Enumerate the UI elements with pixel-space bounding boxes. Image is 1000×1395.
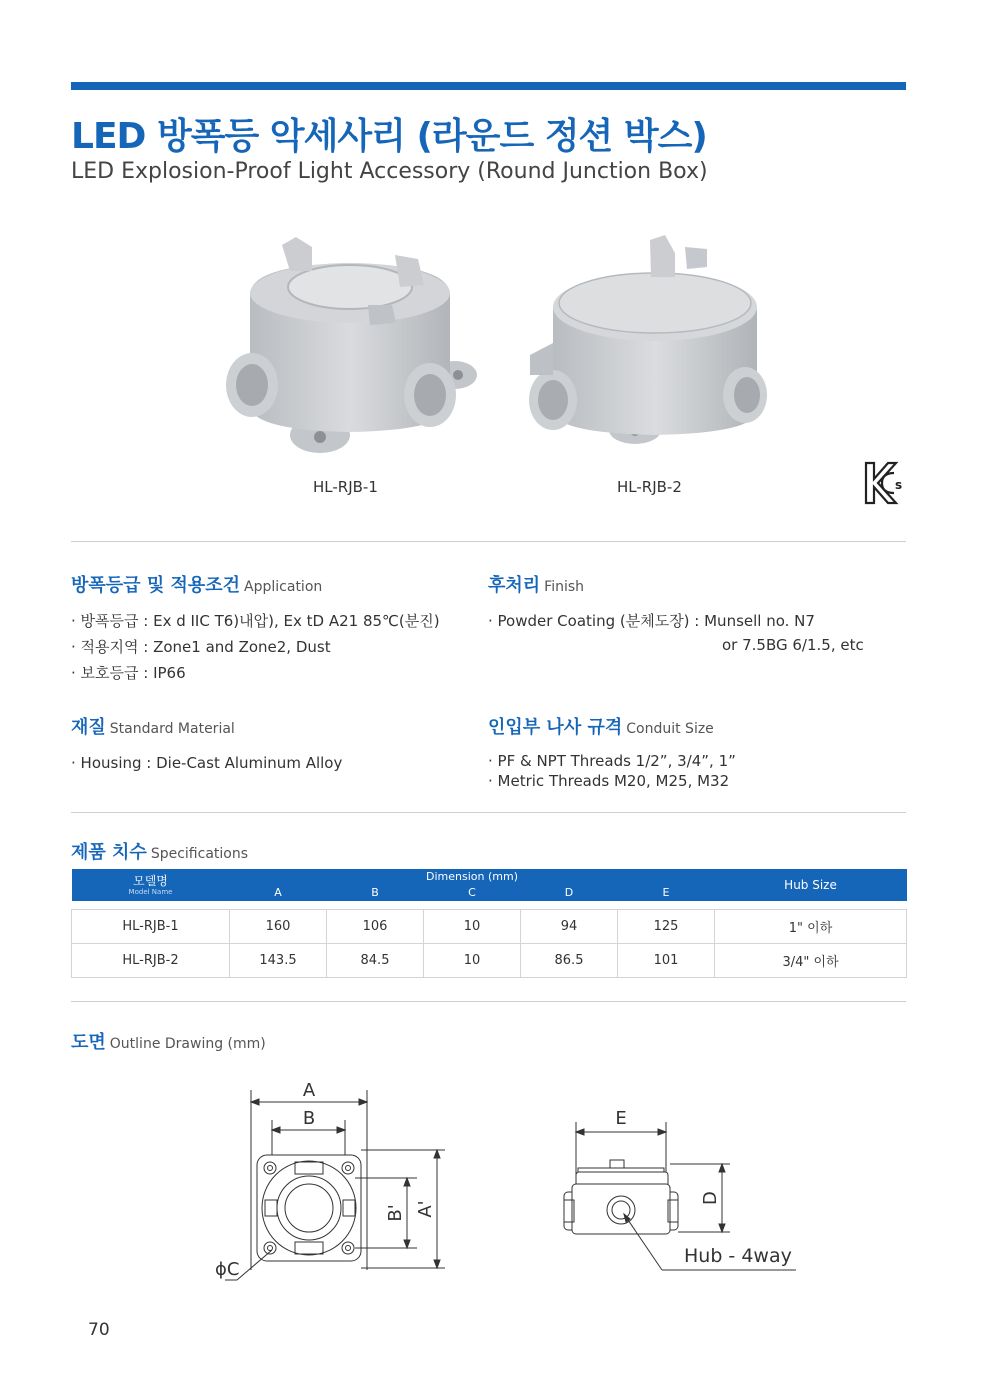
cell-b: 106 — [327, 910, 424, 944]
page-title-korean: LED 방폭등 악세사리 (라운드 정션 박스) — [71, 116, 707, 157]
finish-line: or 7.5BG 6/1.5, etc — [722, 636, 864, 654]
dim-label-b: B — [302, 1108, 316, 1129]
cell-d: 94 — [521, 910, 618, 944]
section-title-kr: 방폭등급 및 적용조건 — [71, 575, 241, 596]
header-dimension: Dimension (mm) — [230, 869, 715, 884]
kcs-certification-icon — [864, 461, 906, 505]
conduit-line: · PF & NPT Threads 1/2”, 3/4”, 1” — [488, 752, 736, 770]
kcs-letter: s — [895, 478, 903, 492]
conduit-line: · Metric Threads M20, M25, M32 — [488, 772, 730, 790]
header-model — [72, 869, 230, 901]
section-title-en: Specifications — [150, 846, 249, 862]
section-title-kr: 후처리 — [488, 575, 541, 596]
section-title-kr: 인입부 나사 규격 — [488, 717, 623, 738]
section-specifications-heading — [71, 838, 248, 864]
cell-model: HL-RJB-2 — [72, 944, 230, 978]
cell-e: 125 — [618, 910, 715, 944]
product-caption-1: HL-RJB-1 — [313, 478, 378, 496]
cell-d: 86.5 — [521, 944, 618, 978]
section-application-heading — [71, 571, 322, 597]
dim-label-d: D — [700, 1191, 721, 1205]
section-material-heading — [71, 713, 235, 739]
product-image-hl-rjb-1 — [220, 225, 480, 465]
cell-a: 160 — [230, 910, 327, 944]
page-number: 70 — [88, 1320, 110, 1340]
specifications-table — [71, 869, 907, 978]
header-col-e: E — [618, 884, 715, 901]
cell-c: 10 — [424, 944, 521, 978]
cell-a: 143.5 — [230, 944, 327, 978]
section-title-kr: 제품 치수 — [71, 842, 147, 863]
page-title-english: LED Explosion-Proof Light Accessory (Round Junction Box) — [71, 159, 708, 184]
section-drawing-heading — [71, 1028, 266, 1054]
dim-label-a: A — [302, 1080, 316, 1101]
finish-line: · Powder Coating (분체도장) : Munsell no. N7 — [488, 612, 815, 630]
header-model-en: Model Name — [128, 888, 173, 896]
section-title-en: Outline Drawing (mm) — [109, 1036, 266, 1052]
table-spacer — [72, 901, 907, 910]
divider — [71, 812, 906, 813]
section-conduit-heading — [488, 713, 714, 739]
dim-label-a-prime: A' — [415, 1200, 436, 1218]
header-bar — [71, 82, 906, 90]
dim-label-c: ϕC — [215, 1259, 240, 1280]
divider — [71, 541, 906, 542]
material-line: · Housing : Die-Cast Aluminum Alloy — [71, 754, 343, 772]
table-row — [72, 910, 907, 944]
header-model-kr: 모델명 — [133, 874, 168, 888]
cell-model: HL-RJB-1 — [72, 910, 230, 944]
header-hub-size: Hub Size — [715, 869, 907, 901]
cell-hub: 1" 이하 — [715, 910, 907, 944]
product-image-hl-rjb-2 — [525, 225, 785, 465]
section-title-kr: 재질 — [71, 717, 106, 738]
cell-c: 10 — [424, 910, 521, 944]
header-col-c: C — [424, 884, 521, 901]
application-line: · 보호등급 : IP66 — [71, 664, 186, 682]
section-title-en: Conduit Size — [626, 721, 714, 737]
hub-label: Hub - 4way — [684, 1245, 792, 1267]
outline-drawing-top-view — [195, 1070, 455, 1290]
application-line: · 적용지역 : Zone1 and Zone2, Dust — [71, 638, 331, 656]
header-col-d: D — [521, 884, 618, 901]
section-title-en: Application — [244, 579, 323, 595]
cell-b: 84.5 — [327, 944, 424, 978]
section-title-kr: 도면 — [71, 1032, 106, 1053]
application-line: · 방폭등급 : Ex d IIC T6)내압), Ex tD A21 85℃(분진) — [71, 612, 440, 630]
section-title-en: Standard Material — [109, 721, 235, 737]
table-row — [72, 944, 907, 978]
header-col-b: B — [327, 884, 424, 901]
product-caption-2: HL-RJB-2 — [617, 478, 682, 496]
dim-label-b-prime: B' — [385, 1204, 406, 1222]
cell-hub: 3/4" 이하 — [715, 944, 907, 978]
dim-label-e: E — [615, 1108, 627, 1129]
header-col-a: A — [230, 884, 327, 901]
cell-e: 101 — [618, 944, 715, 978]
section-finish-heading — [488, 571, 584, 597]
section-title-en: Finish — [544, 579, 585, 595]
divider — [71, 1001, 906, 1002]
outline-drawing-side-view — [550, 1100, 810, 1280]
